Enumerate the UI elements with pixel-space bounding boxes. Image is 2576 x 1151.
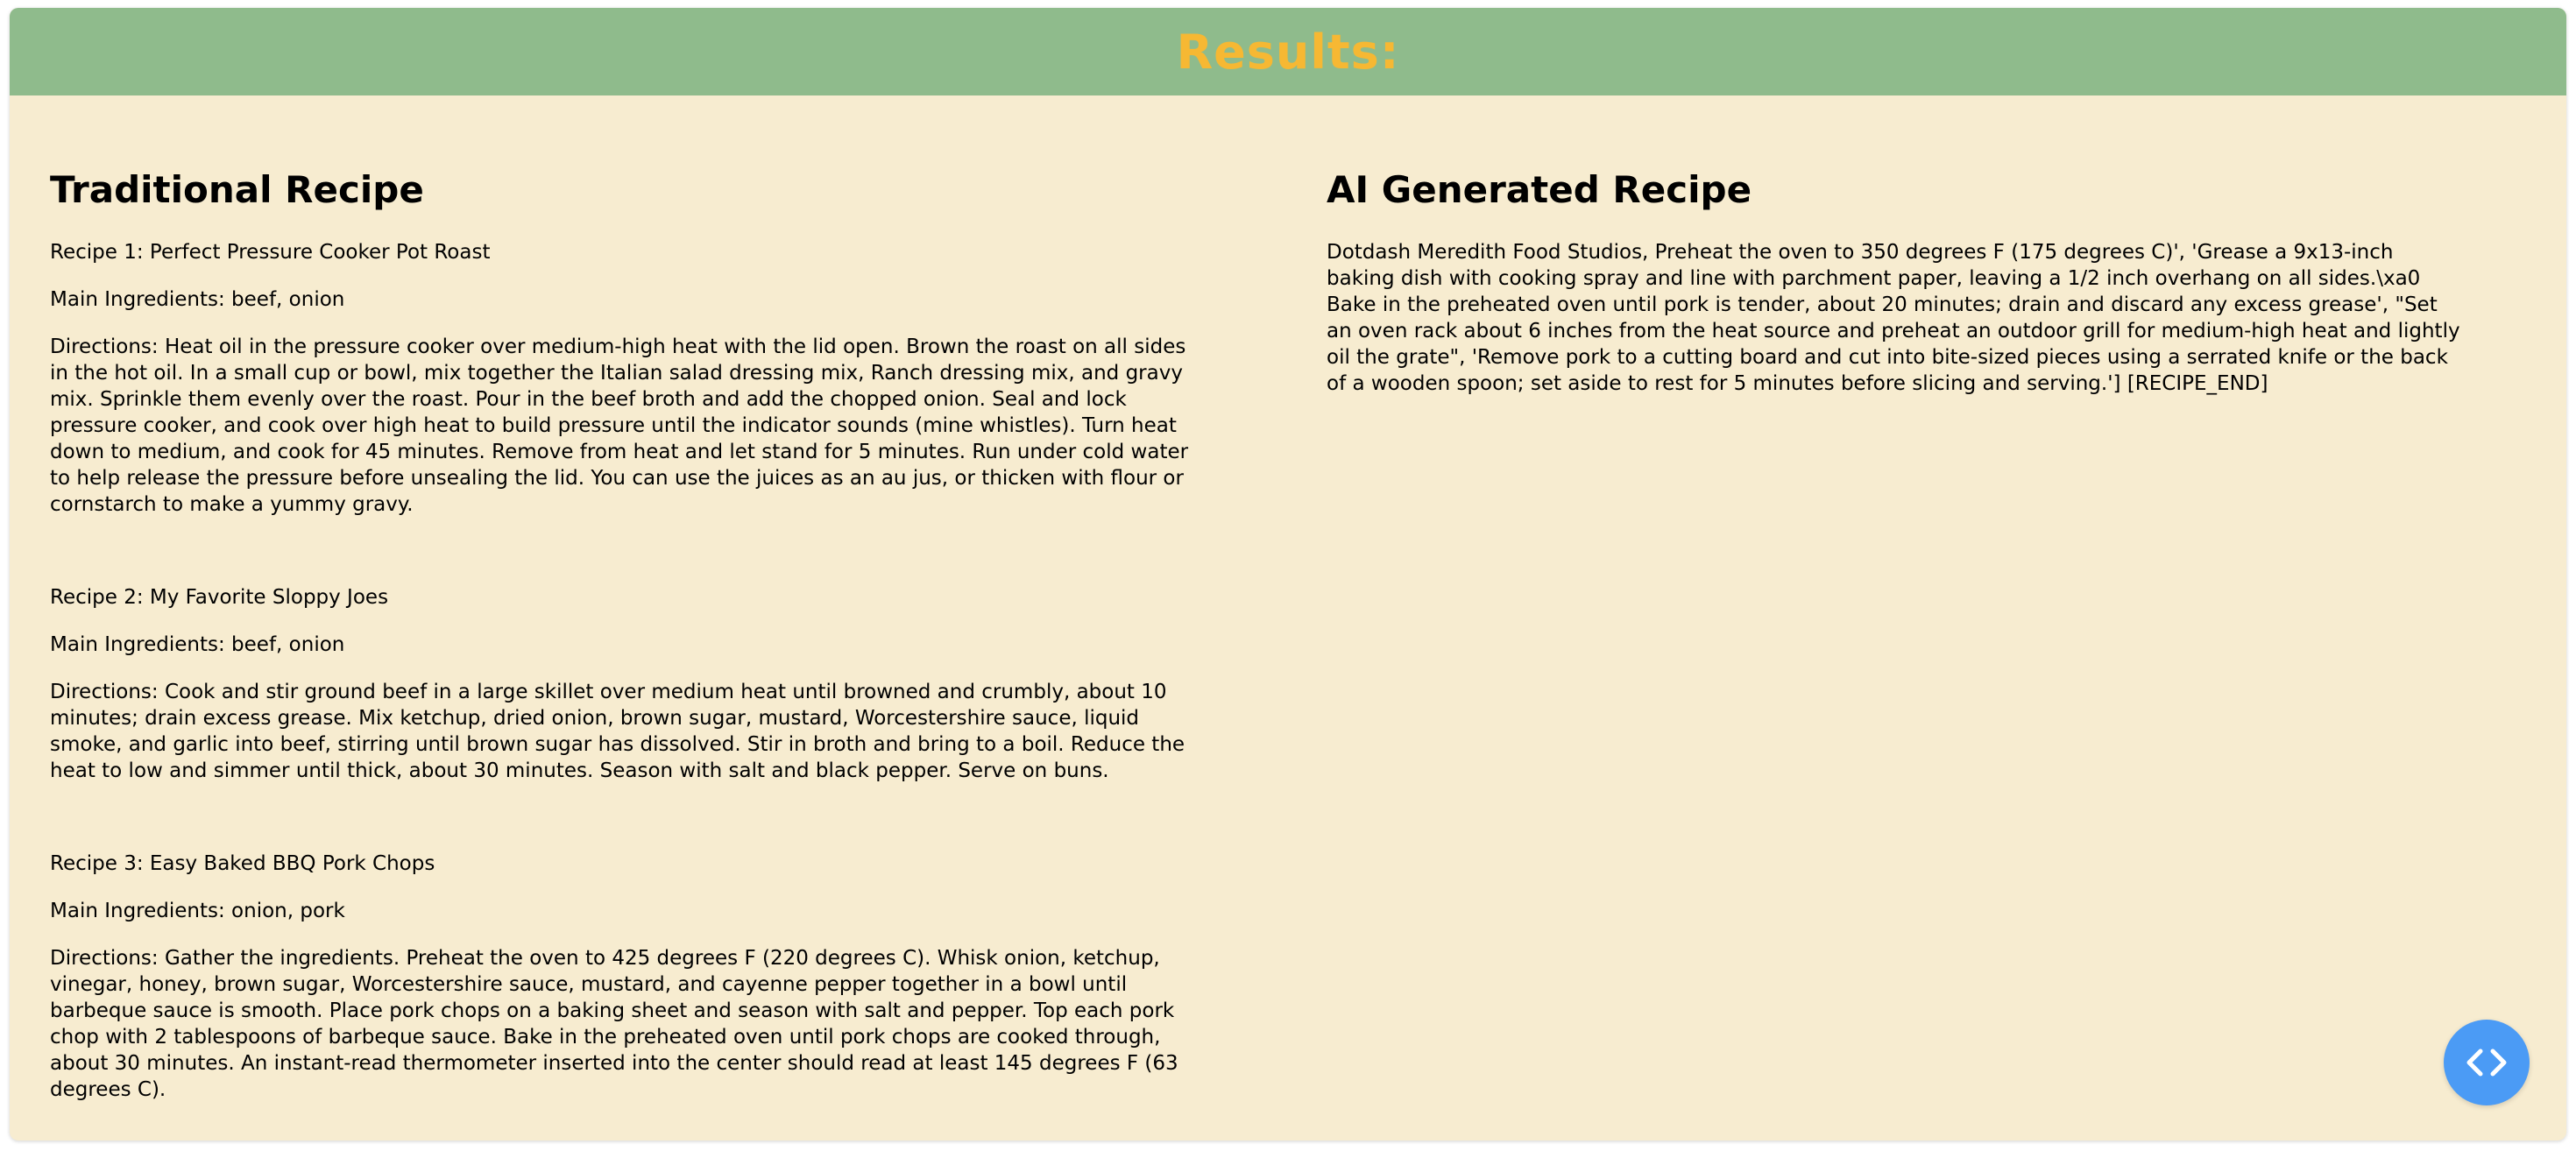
- ai-recipe-heading: AI Generated Recipe: [1327, 168, 1752, 211]
- recipe-directions: Directions: Heat oil in the pressure cooker over medium-high heat with the lid open. Brown the roast on all sides in the hot oil. In a small cup or bowl, mix together the Italian salad dressing mix, Ranch dressing mix, and gravy mix. Sprinkle them evenly over the roast. Pour in the beef broth and add the chopped onion. Seal and lock pressure cooker, and cook over high heat to build pressure until the indicator sounds (mine whistles). Turn heat down to medium, and cook for 45 minutes. Remove from heat and let stand for 5 minutes. Run under cold water to help release the pressure before unsealing the lid. You can use the juices as an au jus, or thicken with flour or cornstarch to make a yummy gravy.: [50, 335, 1189, 516]
- recipe-ingredients: Main Ingredients: beef, onion: [50, 633, 345, 656]
- results-header: [10, 8, 2566, 95]
- traditional-recipe-heading: Traditional Recipe: [50, 168, 424, 211]
- recipe-title: Recipe 3: Easy Baked BBQ Pork Chops: [50, 852, 435, 875]
- code-icon: [2465, 1047, 2509, 1078]
- recipe-item: [50, 239, 1189, 518]
- ai-recipe-column: [1327, 166, 2466, 397]
- recipe-title: Recipe 1: Perfect Pressure Cooker Pot Roast: [50, 241, 491, 264]
- ai-recipe-text: Dotdash Meredith Food Studios, Preheat the oven to 350 degrees F (175 degrees C)', 'Grease a 9x13-inch baking dish with cooking spray and line with parchment paper, leaving a 1/2 inch overhang on all sides.\xa0 Bake in the preheated oven until pork is tender, about 20 minutes; drain and discard any excess grease', "Set an oven rack about 6 inches from the heat source and preheat an outdoor grill for medium-high heat and lightly oil the grate", 'Remove pork to a cutting board and cut into bite-sized pieces using a serrated knife or the back of a wooden spoon; set aside to rest for 5 minutes before slicing and serving.'] [RECIPE_END]: [1327, 241, 2460, 395]
- recipe-title: Recipe 2: My Favorite Sloppy Joes: [50, 586, 389, 609]
- recipe-ingredients: Main Ingredients: beef, onion: [50, 288, 345, 311]
- results-title: Results:: [1176, 24, 1400, 80]
- code-toggle-button[interactable]: [2444, 1020, 2530, 1105]
- recipe-directions: Directions: Gather the ingredients. Preheat the oven to 425 degrees F (220 degrees C). Whisk onion, ketchup, vinegar, honey, brown sugar, Worcestershire sauce, mustard, and cayenne pepper together in a bowl until barbeque sauce is smooth. Place pork chops on a baking sheet and season with salt and pepper. Top each pork chop with 2 tablespoons of barbeque sauce. Bake in the preheated oven until pork chops are cooked through, about 30 minutes. An instant-read thermometer inserted into the center should read at least 145 degrees F (63 degrees C).: [50, 947, 1178, 1101]
- traditional-recipe-column: [50, 166, 1189, 1103]
- recipe-item: [50, 851, 1189, 1103]
- recipe-item: [50, 584, 1189, 784]
- recipe-directions: Directions: Cook and stir ground beef in a large skillet over medium heat until browned and crumbly, about 10 minutes; drain excess grease. Mix ketchup, dried onion, brown sugar, mustard, Worcestershire sauce, liquid smoke, and garlic into beef, stirring until brown sugar has dissolved. Stir in broth and bring to a boil. Reduce the heat to low and simmer until thick, about 30 minutes. Season with salt and black pepper. Serve on buns.: [50, 681, 1185, 782]
- recipe-ingredients: Main Ingredients: onion, pork: [50, 900, 345, 922]
- results-card: [10, 8, 2566, 1140]
